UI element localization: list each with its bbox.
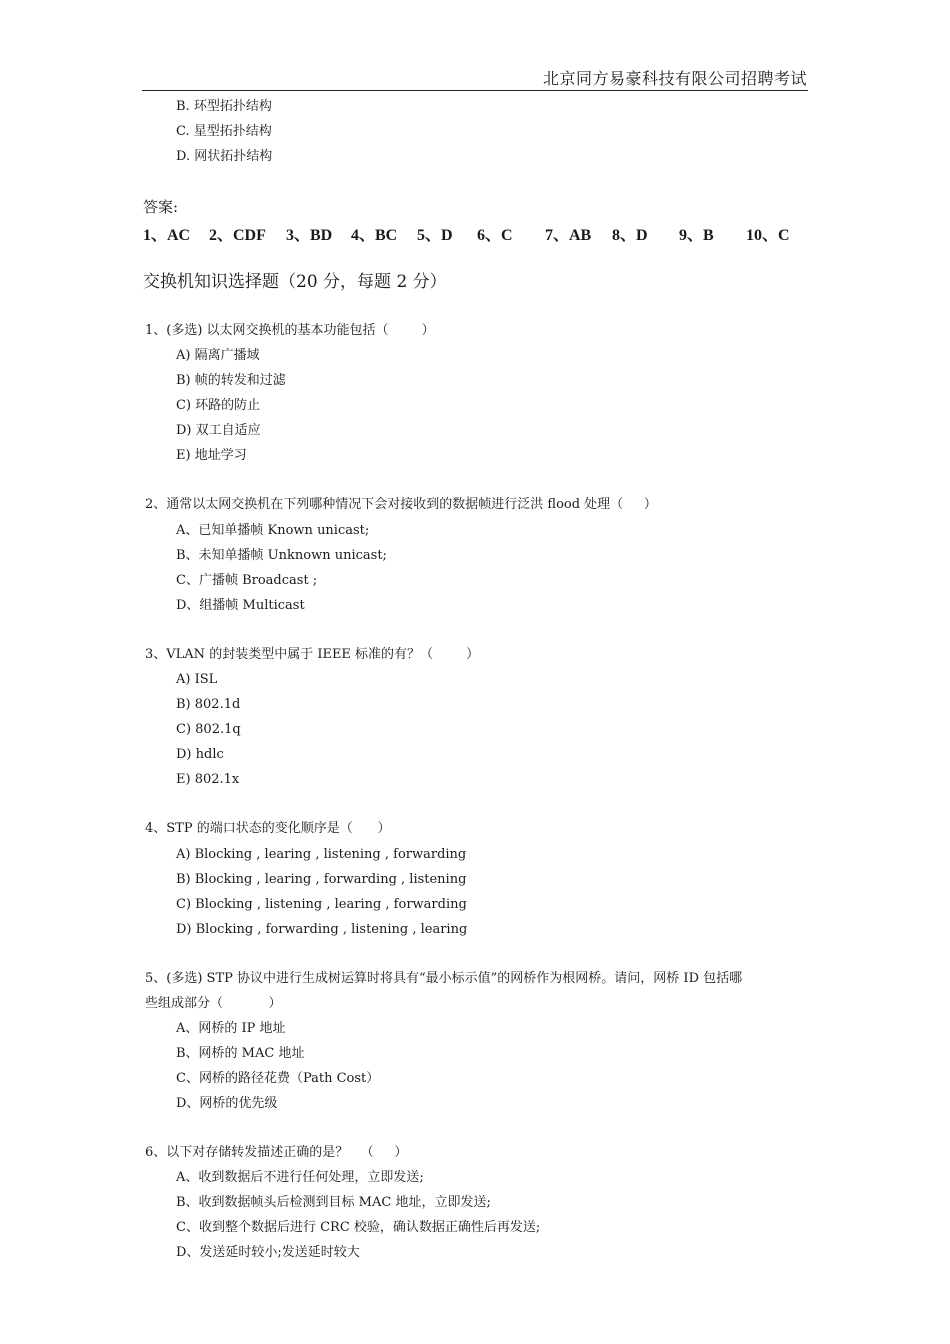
prev-option: C. 星型拓扑结构 xyxy=(176,124,272,139)
question-option: B、未知单播帧 Unknown unicast; xyxy=(176,548,387,563)
answer-item: 4、BC xyxy=(351,227,398,244)
question-option: A、收到数据后不进行任何处理，立即发送; xyxy=(176,1170,424,1185)
question-option: D、组播帧 Multicast xyxy=(176,598,305,613)
question-option: B) 802.1d xyxy=(176,697,241,712)
question-option: D、网桥的优先级 xyxy=(176,1096,278,1111)
answer-item: 2、CDF xyxy=(209,227,266,244)
question-option: A) 隔离广播域 xyxy=(176,348,260,363)
answer-item: 7、AB xyxy=(545,227,592,244)
question-option: C、网桥的路径花费（Path Cost） xyxy=(176,1071,380,1086)
question-text: 6、以下对存储转发描述正确的是？ （ ） xyxy=(145,1145,408,1160)
question-option: A、已知单播帧 Known unicast; xyxy=(176,523,370,538)
question-option: D) Blocking , forwarding , listening , learing xyxy=(176,922,468,937)
question-option: C) 环路的防止 xyxy=(176,398,261,413)
question-option: D) hdlc xyxy=(176,747,224,762)
header-rule xyxy=(142,90,808,91)
question-text: 1、(多选) 以太网交换机的基本功能包括（ ） xyxy=(145,323,435,338)
question-text: 些组成部分（ ） xyxy=(145,996,282,1011)
answer-item: 5、D xyxy=(417,227,453,244)
question-text: 4、STP 的端口状态的变化顺序是（ ） xyxy=(145,821,391,836)
question-option: B、网桥的 MAC 地址 xyxy=(176,1046,305,1061)
question-text: 3、VLAN 的封装类型中属于 IEEE 标准的有？（ ） xyxy=(145,647,480,662)
prev-option: D. 网状拓扑结构 xyxy=(176,149,273,164)
answers-label: 答案: xyxy=(143,198,179,216)
answers-row xyxy=(143,222,823,242)
question-option: E) 地址学习 xyxy=(176,448,247,463)
document-header-title: 北京同方易豪科技有限公司招聘考试 xyxy=(542,69,807,88)
answer-item: 3、BD xyxy=(286,227,333,244)
question-text: 2、通常以太网交换机在下列哪种情况下会对接收到的数据帧进行泛洪 flood 处理（ ） xyxy=(145,497,657,512)
question-option: A、网桥的 IP 地址 xyxy=(176,1021,286,1036)
answer-item: 9、B xyxy=(679,227,714,244)
question-option: E) 802.1x xyxy=(176,772,240,787)
answer-item: 1、AC xyxy=(143,227,191,244)
answer-item: 10、C xyxy=(746,227,790,244)
question-text: 5、(多选) STP 协议中进行生成树运算时将具有“最小标示值”的网桥作为根网桥。请问，网桥 ID 包括哪 xyxy=(145,971,743,986)
question-option: D) 双工自适应 xyxy=(176,423,261,438)
question-option: B) Blocking , learing , forwarding , listening xyxy=(176,872,467,887)
question-option: B、收到数据帧头后检测到目标 MAC 地址，立即发送; xyxy=(176,1195,491,1210)
section-title: 交换机知识选择题（20 分，每题 2 分） xyxy=(143,272,447,292)
question-option: A) ISL xyxy=(176,672,218,687)
answer-item: 8、D xyxy=(612,227,648,244)
prev-option: B. 环型拓扑结构 xyxy=(176,99,272,114)
question-option: C、广播帧 Broadcast ; xyxy=(176,573,318,588)
question-option: A) Blocking , learing , listening , forwarding xyxy=(176,847,467,862)
question-option: D、发送延时较小;发送延时较大 xyxy=(176,1245,360,1260)
question-option: C、收到整个数据后进行 CRC 校验，确认数据正确性后再发送; xyxy=(176,1220,541,1235)
answer-item: 6、C xyxy=(477,227,513,244)
question-option: C) 802.1q xyxy=(176,722,241,737)
question-option: B) 帧的转发和过滤 xyxy=(176,373,286,388)
question-option: C) Blocking , listening , learing , forwarding xyxy=(176,897,467,912)
